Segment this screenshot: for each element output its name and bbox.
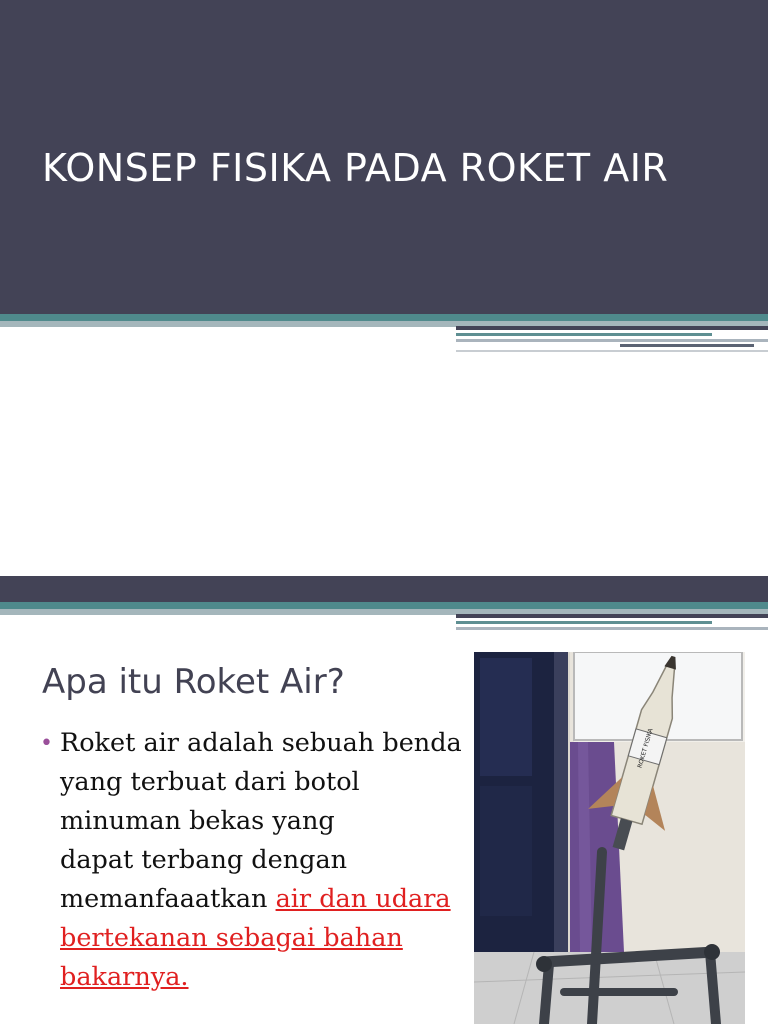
highlighted-text: air dan udara [275, 884, 451, 914]
bullet-line [60, 958, 466, 997]
accent-stripe [456, 614, 768, 618]
bullet-line: Roket air adalah sebuah benda [60, 728, 462, 758]
bullet-line-plain: memanfaaatkan [60, 884, 276, 914]
bullet-text [60, 724, 466, 997]
teal-stripe [0, 602, 768, 609]
bullet-dot-icon: • [40, 731, 53, 756]
accent-stripe [740, 576, 768, 602]
highlighted-text: bakarnya. [60, 962, 189, 992]
bullet-line [60, 880, 466, 919]
bullet-line: dapat terbang dengan [60, 845, 348, 875]
teal-stripe [0, 314, 768, 321]
accent-stripe [456, 339, 768, 342]
rocket-label: ROKET FISIKA [636, 727, 655, 769]
content-slide [0, 576, 768, 1024]
accent-stripe [456, 326, 768, 330]
accent-stripe [456, 621, 712, 624]
highlighted-text: bertekanan sebagai bahan [60, 923, 403, 953]
bullet-line: yang terbuat dari botol [60, 767, 360, 797]
accent-stripe [456, 627, 768, 630]
title-slide-title: KONSEP FISIKA PADA ROKET AIR [42, 146, 669, 190]
accent-stripe [456, 333, 712, 336]
bullet-line: minuman bekas yang [60, 806, 335, 836]
water-rocket-photo [474, 652, 745, 1024]
bullet-item [40, 724, 466, 997]
content-slide-header-band [0, 576, 768, 602]
content-slide-title: Apa itu Roket Air? [42, 662, 345, 702]
bullet-line [60, 919, 466, 958]
accent-stripe [456, 350, 768, 352]
accent-stripe [620, 344, 754, 347]
